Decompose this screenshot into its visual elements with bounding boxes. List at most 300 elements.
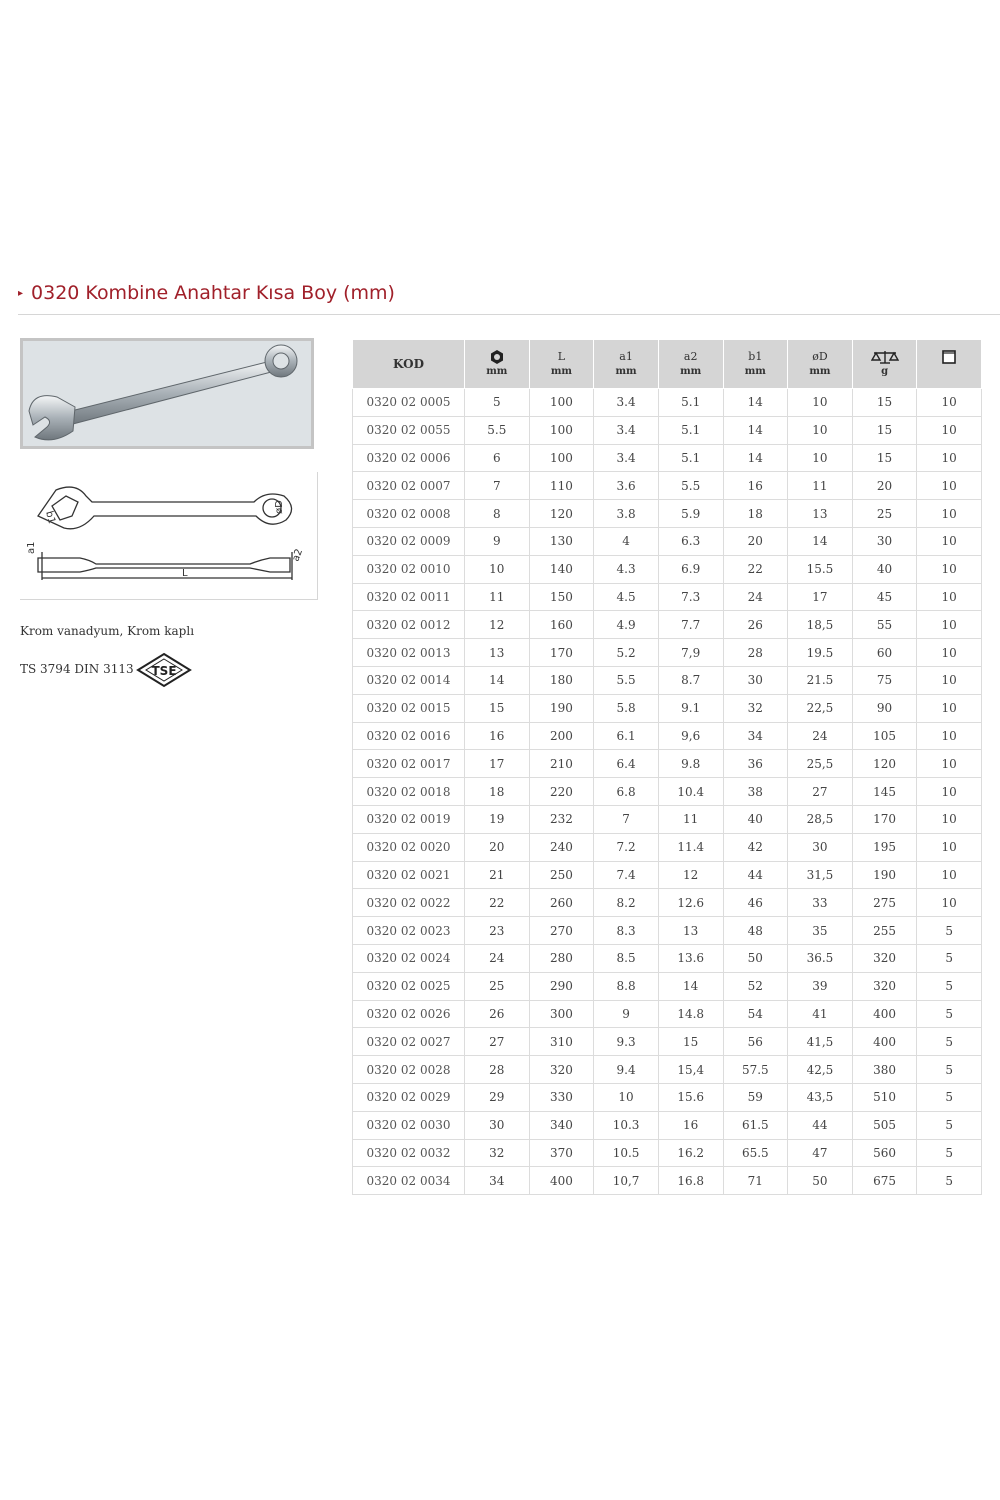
cell-l: 100 (529, 389, 594, 417)
cell-code: 0320 02 0027 (353, 1028, 465, 1056)
box-icon (941, 349, 957, 365)
cell-b1: 30 (723, 666, 788, 694)
cell-package: 10 (917, 639, 982, 667)
cell-code: 0320 02 0009 (353, 527, 465, 555)
table-row (353, 444, 982, 472)
cell-package: 10 (917, 611, 982, 639)
cell-a1: 9 (594, 1000, 659, 1028)
cell-code: 0320 02 0016 (353, 722, 465, 750)
cell-package: 10 (917, 694, 982, 722)
cell-weight: 255 (852, 917, 917, 945)
cell-a2: 12.6 (658, 889, 723, 917)
cell-a1: 7.2 (594, 833, 659, 861)
cell-a2: 15,4 (658, 1056, 723, 1084)
cell-code: 0320 02 0011 (353, 583, 465, 611)
table-row (353, 889, 982, 917)
cell-a1: 6.1 (594, 722, 659, 750)
cell-weight: 60 (852, 639, 917, 667)
cell-a1: 5.5 (594, 666, 659, 694)
cell-code: 0320 02 0018 (353, 778, 465, 806)
cell-b1: 50 (723, 944, 788, 972)
cell-diameter: 18,5 (788, 611, 853, 639)
cell-diameter: 10 (788, 444, 853, 472)
cell-size: 20 (465, 833, 530, 861)
cell-b1: 36 (723, 750, 788, 778)
cell-size: 21 (465, 861, 530, 889)
cell-size: 32 (465, 1139, 530, 1167)
cell-b1: 54 (723, 1000, 788, 1028)
cell-l: 280 (529, 944, 594, 972)
cell-package: 5 (917, 1167, 982, 1195)
cell-size: 30 (465, 1111, 530, 1139)
cell-diameter: 44 (788, 1111, 853, 1139)
cell-diameter: 22,5 (788, 694, 853, 722)
a2-label: a2 (290, 547, 306, 564)
cell-l: 260 (529, 889, 594, 917)
cell-a1: 7 (594, 805, 659, 833)
dimension-diagram (20, 472, 318, 600)
cell-weight: 145 (852, 778, 917, 806)
cell-diameter: 11 (788, 472, 853, 500)
title-text: 0320 Kombine Anahtar Kısa Boy (mm) (31, 282, 395, 304)
cell-size: 29 (465, 1083, 530, 1111)
cell-weight: 25 (852, 500, 917, 528)
cell-b1: 34 (723, 722, 788, 750)
table-row (353, 1139, 982, 1167)
cell-diameter: 27 (788, 778, 853, 806)
cell-a1: 6.4 (594, 750, 659, 778)
cell-size: 24 (465, 944, 530, 972)
cell-a2: 6.3 (658, 527, 723, 555)
table-row (353, 1028, 982, 1056)
cell-l: 400 (529, 1167, 594, 1195)
cell-weight: 275 (852, 889, 917, 917)
cell-code: 0320 02 0021 (353, 861, 465, 889)
cell-a1: 8.8 (594, 972, 659, 1000)
cell-a2: 16.2 (658, 1139, 723, 1167)
cell-a2: 14.8 (658, 1000, 723, 1028)
cell-package: 5 (917, 1056, 982, 1084)
cell-weight: 170 (852, 805, 917, 833)
cell-code: 0320 02 0014 (353, 666, 465, 694)
table-row (353, 833, 982, 861)
cell-l: 100 (529, 416, 594, 444)
cell-weight: 195 (852, 833, 917, 861)
cell-diameter: 42,5 (788, 1056, 853, 1084)
cell-a2: 7.3 (658, 583, 723, 611)
cell-diameter: 25,5 (788, 750, 853, 778)
cell-size: 28 (465, 1056, 530, 1084)
cell-size: 19 (465, 805, 530, 833)
cell-size: 17 (465, 750, 530, 778)
cell-l: 310 (529, 1028, 594, 1056)
cell-a1: 9.3 (594, 1028, 659, 1056)
d-label: øD (274, 500, 285, 514)
cell-a1: 10.5 (594, 1139, 659, 1167)
header-b1: b1 mm (723, 340, 788, 389)
cell-package: 5 (917, 1139, 982, 1167)
cell-l: 100 (529, 444, 594, 472)
cell-a2: 16 (658, 1111, 723, 1139)
cell-size: 16 (465, 722, 530, 750)
table-row (353, 611, 982, 639)
cell-size: 34 (465, 1167, 530, 1195)
page-title (18, 280, 395, 306)
cell-size: 5.5 (465, 416, 530, 444)
cell-a2: 5.5 (658, 472, 723, 500)
cell-diameter: 43,5 (788, 1083, 853, 1111)
cell-size: 10 (465, 555, 530, 583)
cell-a1: 4.9 (594, 611, 659, 639)
cell-b1: 57.5 (723, 1056, 788, 1084)
cell-size: 14 (465, 666, 530, 694)
table-row (353, 944, 982, 972)
table-row (353, 805, 982, 833)
cell-package: 10 (917, 750, 982, 778)
cell-a2: 15 (658, 1028, 723, 1056)
cell-weight: 400 (852, 1028, 917, 1056)
table-row (353, 1083, 982, 1111)
cell-a2: 8.7 (658, 666, 723, 694)
cell-b1: 14 (723, 389, 788, 417)
cell-l: 330 (529, 1083, 594, 1111)
cell-b1: 46 (723, 889, 788, 917)
cell-b1: 24 (723, 583, 788, 611)
table-row (353, 694, 982, 722)
cell-l: 170 (529, 639, 594, 667)
header-diameter: øD mm (788, 340, 853, 389)
cell-diameter: 28,5 (788, 805, 853, 833)
cell-a2: 6.9 (658, 555, 723, 583)
cell-l: 150 (529, 583, 594, 611)
cell-a1: 10,7 (594, 1167, 659, 1195)
cell-diameter: 10 (788, 416, 853, 444)
cell-b1: 14 (723, 444, 788, 472)
cell-package: 10 (917, 805, 982, 833)
product-photo (20, 338, 314, 449)
cell-a1: 3.4 (594, 444, 659, 472)
cell-weight: 45 (852, 583, 917, 611)
cell-l: 300 (529, 1000, 594, 1028)
cell-code: 0320 02 0006 (353, 444, 465, 472)
cell-b1: 16 (723, 472, 788, 500)
cell-package: 10 (917, 778, 982, 806)
cell-weight: 20 (852, 472, 917, 500)
cell-diameter: 41,5 (788, 1028, 853, 1056)
cell-diameter: 41 (788, 1000, 853, 1028)
cell-code: 0320 02 0025 (353, 972, 465, 1000)
table-row (353, 1000, 982, 1028)
cell-a2: 5.1 (658, 444, 723, 472)
cell-weight: 120 (852, 750, 917, 778)
header-kod: KOD (353, 340, 465, 389)
cell-b1: 52 (723, 972, 788, 1000)
cell-l: 270 (529, 917, 594, 945)
cell-size: 9 (465, 527, 530, 555)
cell-weight: 380 (852, 1056, 917, 1084)
table-body (353, 389, 982, 1195)
cell-diameter: 35 (788, 917, 853, 945)
cell-a1: 7.4 (594, 861, 659, 889)
cell-package: 10 (917, 722, 982, 750)
cell-b1: 56 (723, 1028, 788, 1056)
cell-code: 0320 02 0022 (353, 889, 465, 917)
svg-text:TSE: TSE (151, 664, 177, 678)
cell-b1: 32 (723, 694, 788, 722)
cell-b1: 40 (723, 805, 788, 833)
cell-package: 5 (917, 1083, 982, 1111)
title-divider (18, 314, 1000, 315)
cell-l: 200 (529, 722, 594, 750)
cell-a2: 13.6 (658, 944, 723, 972)
cell-a2: 7,9 (658, 639, 723, 667)
cell-a1: 5.2 (594, 639, 659, 667)
cell-a1: 9.4 (594, 1056, 659, 1084)
l-label: L (182, 568, 188, 579)
cell-size: 15 (465, 694, 530, 722)
cell-a2: 15.6 (658, 1083, 723, 1111)
cell-code: 0320 02 0007 (353, 472, 465, 500)
tse-certification-logo (136, 652, 192, 688)
cell-l: 140 (529, 555, 594, 583)
cell-b1: 48 (723, 917, 788, 945)
cell-code: 0320 02 0008 (353, 500, 465, 528)
table-row (353, 389, 982, 417)
cell-package: 10 (917, 555, 982, 583)
cell-package: 10 (917, 472, 982, 500)
cell-package: 10 (917, 861, 982, 889)
cell-a2: 13 (658, 917, 723, 945)
cell-weight: 675 (852, 1167, 917, 1195)
table-row (353, 1167, 982, 1195)
cell-a1: 3.4 (594, 389, 659, 417)
cell-l: 190 (529, 694, 594, 722)
scale-icon (871, 349, 899, 365)
cell-size: 11 (465, 583, 530, 611)
cell-a1: 4.3 (594, 555, 659, 583)
cell-b1: 20 (723, 527, 788, 555)
table-header-row (353, 340, 982, 389)
table-row (353, 1111, 982, 1139)
cell-weight: 400 (852, 1000, 917, 1028)
cell-size: 8 (465, 500, 530, 528)
cell-l: 320 (529, 1056, 594, 1084)
cell-weight: 320 (852, 944, 917, 972)
cell-size: 25 (465, 972, 530, 1000)
cell-code: 0320 02 0026 (353, 1000, 465, 1028)
cell-l: 290 (529, 972, 594, 1000)
a1-label: a1 (26, 541, 37, 554)
cell-a1: 10 (594, 1083, 659, 1111)
table-row (353, 500, 982, 528)
table-row (353, 472, 982, 500)
cell-a1: 8.5 (594, 944, 659, 972)
cell-l: 340 (529, 1111, 594, 1139)
cell-l: 220 (529, 778, 594, 806)
cell-package: 10 (917, 416, 982, 444)
cell-a2: 14 (658, 972, 723, 1000)
cell-l: 210 (529, 750, 594, 778)
table-row (353, 750, 982, 778)
cell-diameter: 39 (788, 972, 853, 1000)
cell-size: 6 (465, 444, 530, 472)
header-l: L mm (529, 340, 594, 389)
cell-a2: 5.1 (658, 389, 723, 417)
cell-l: 120 (529, 500, 594, 528)
cell-code: 0320 02 0028 (353, 1056, 465, 1084)
cell-package: 5 (917, 1000, 982, 1028)
cell-a2: 12 (658, 861, 723, 889)
cell-package: 10 (917, 500, 982, 528)
cell-weight: 75 (852, 666, 917, 694)
table-row (353, 1056, 982, 1084)
table-row (353, 527, 982, 555)
cell-a1: 6.8 (594, 778, 659, 806)
title-marker: ▸ (18, 287, 24, 299)
cell-code: 0320 02 0010 (353, 555, 465, 583)
cell-b1: 38 (723, 778, 788, 806)
cell-l: 130 (529, 527, 594, 555)
cell-diameter: 50 (788, 1167, 853, 1195)
cell-weight: 505 (852, 1111, 917, 1139)
cell-a2: 11 (658, 805, 723, 833)
cell-weight: 90 (852, 694, 917, 722)
cell-a1: 8.2 (594, 889, 659, 917)
cell-code: 0320 02 0020 (353, 833, 465, 861)
cell-package: 5 (917, 944, 982, 972)
cell-diameter: 17 (788, 583, 853, 611)
table-row (353, 917, 982, 945)
cell-package: 10 (917, 583, 982, 611)
cell-code: 0320 02 0012 (353, 611, 465, 639)
table-row (353, 972, 982, 1000)
cell-a2: 9,6 (658, 722, 723, 750)
cell-a1: 3.8 (594, 500, 659, 528)
header-package (917, 340, 982, 389)
cell-a1: 3.6 (594, 472, 659, 500)
cell-b1: 71 (723, 1167, 788, 1195)
cell-diameter: 13 (788, 500, 853, 528)
cell-weight: 105 (852, 722, 917, 750)
cell-l: 110 (529, 472, 594, 500)
material-description: Krom vanadyum, Krom kaplı (20, 624, 195, 638)
cell-diameter: 24 (788, 722, 853, 750)
cell-a1: 4.5 (594, 583, 659, 611)
cell-b1: 18 (723, 500, 788, 528)
cell-l: 250 (529, 861, 594, 889)
cell-diameter: 19.5 (788, 639, 853, 667)
cell-weight: 30 (852, 527, 917, 555)
cell-code: 0320 02 0034 (353, 1167, 465, 1195)
header-weight: g (852, 340, 917, 389)
standard-reference: TS 3794 DIN 3113 (20, 662, 134, 676)
cell-size: 5 (465, 389, 530, 417)
cell-diameter: 47 (788, 1139, 853, 1167)
cell-a1: 4 (594, 527, 659, 555)
cell-code: 0320 02 0019 (353, 805, 465, 833)
cell-size: 23 (465, 917, 530, 945)
cell-weight: 320 (852, 972, 917, 1000)
cell-package: 5 (917, 1111, 982, 1139)
table-row (353, 416, 982, 444)
cell-weight: 190 (852, 861, 917, 889)
cell-package: 10 (917, 889, 982, 917)
cell-l: 370 (529, 1139, 594, 1167)
cell-a2: 10.4 (658, 778, 723, 806)
header-a2: a2 mm (658, 340, 723, 389)
cell-diameter: 10 (788, 389, 853, 417)
cell-package: 5 (917, 1028, 982, 1056)
cell-b1: 28 (723, 639, 788, 667)
cell-package: 10 (917, 833, 982, 861)
cell-code: 0320 02 0005 (353, 389, 465, 417)
combination-wrench-icon (23, 341, 311, 446)
cell-a2: 16.8 (658, 1167, 723, 1195)
cell-package: 5 (917, 972, 982, 1000)
table-row (353, 583, 982, 611)
cell-diameter: 33 (788, 889, 853, 917)
cell-size: 13 (465, 639, 530, 667)
cell-weight: 15 (852, 389, 917, 417)
cell-b1: 61.5 (723, 1111, 788, 1139)
cell-b1: 42 (723, 833, 788, 861)
cell-code: 0320 02 0017 (353, 750, 465, 778)
cell-a1: 5.8 (594, 694, 659, 722)
cell-weight: 55 (852, 611, 917, 639)
cell-size: 26 (465, 1000, 530, 1028)
cell-l: 240 (529, 833, 594, 861)
cell-code: 0320 02 0029 (353, 1083, 465, 1111)
cell-package: 10 (917, 666, 982, 694)
cell-l: 180 (529, 666, 594, 694)
cell-a2: 9.1 (658, 694, 723, 722)
cell-code: 0320 02 0032 (353, 1139, 465, 1167)
cell-b1: 14 (723, 416, 788, 444)
hex-nut-icon (489, 349, 505, 365)
cell-package: 10 (917, 527, 982, 555)
table-row (353, 555, 982, 583)
cell-code: 0320 02 0015 (353, 694, 465, 722)
cell-l: 160 (529, 611, 594, 639)
cell-size: 7 (465, 472, 530, 500)
cell-size: 22 (465, 889, 530, 917)
cell-l: 232 (529, 805, 594, 833)
spec-table (352, 339, 982, 1195)
cell-b1: 26 (723, 611, 788, 639)
cell-size: 12 (465, 611, 530, 639)
cell-a1: 3.4 (594, 416, 659, 444)
cell-code: 0320 02 0055 (353, 416, 465, 444)
cell-size: 18 (465, 778, 530, 806)
cell-diameter: 15.5 (788, 555, 853, 583)
header-size: mm (465, 340, 530, 389)
cell-a2: 7.7 (658, 611, 723, 639)
cell-size: 27 (465, 1028, 530, 1056)
cell-a2: 11.4 (658, 833, 723, 861)
cell-package: 10 (917, 444, 982, 472)
cell-code: 0320 02 0013 (353, 639, 465, 667)
cell-a1: 8.3 (594, 917, 659, 945)
cell-a2: 9.8 (658, 750, 723, 778)
cell-b1: 65.5 (723, 1139, 788, 1167)
cell-diameter: 30 (788, 833, 853, 861)
cell-a2: 5.1 (658, 416, 723, 444)
b1-label: b1 (43, 509, 58, 526)
cell-weight: 15 (852, 444, 917, 472)
cell-weight: 510 (852, 1083, 917, 1111)
table-row (353, 639, 982, 667)
cell-b1: 59 (723, 1083, 788, 1111)
